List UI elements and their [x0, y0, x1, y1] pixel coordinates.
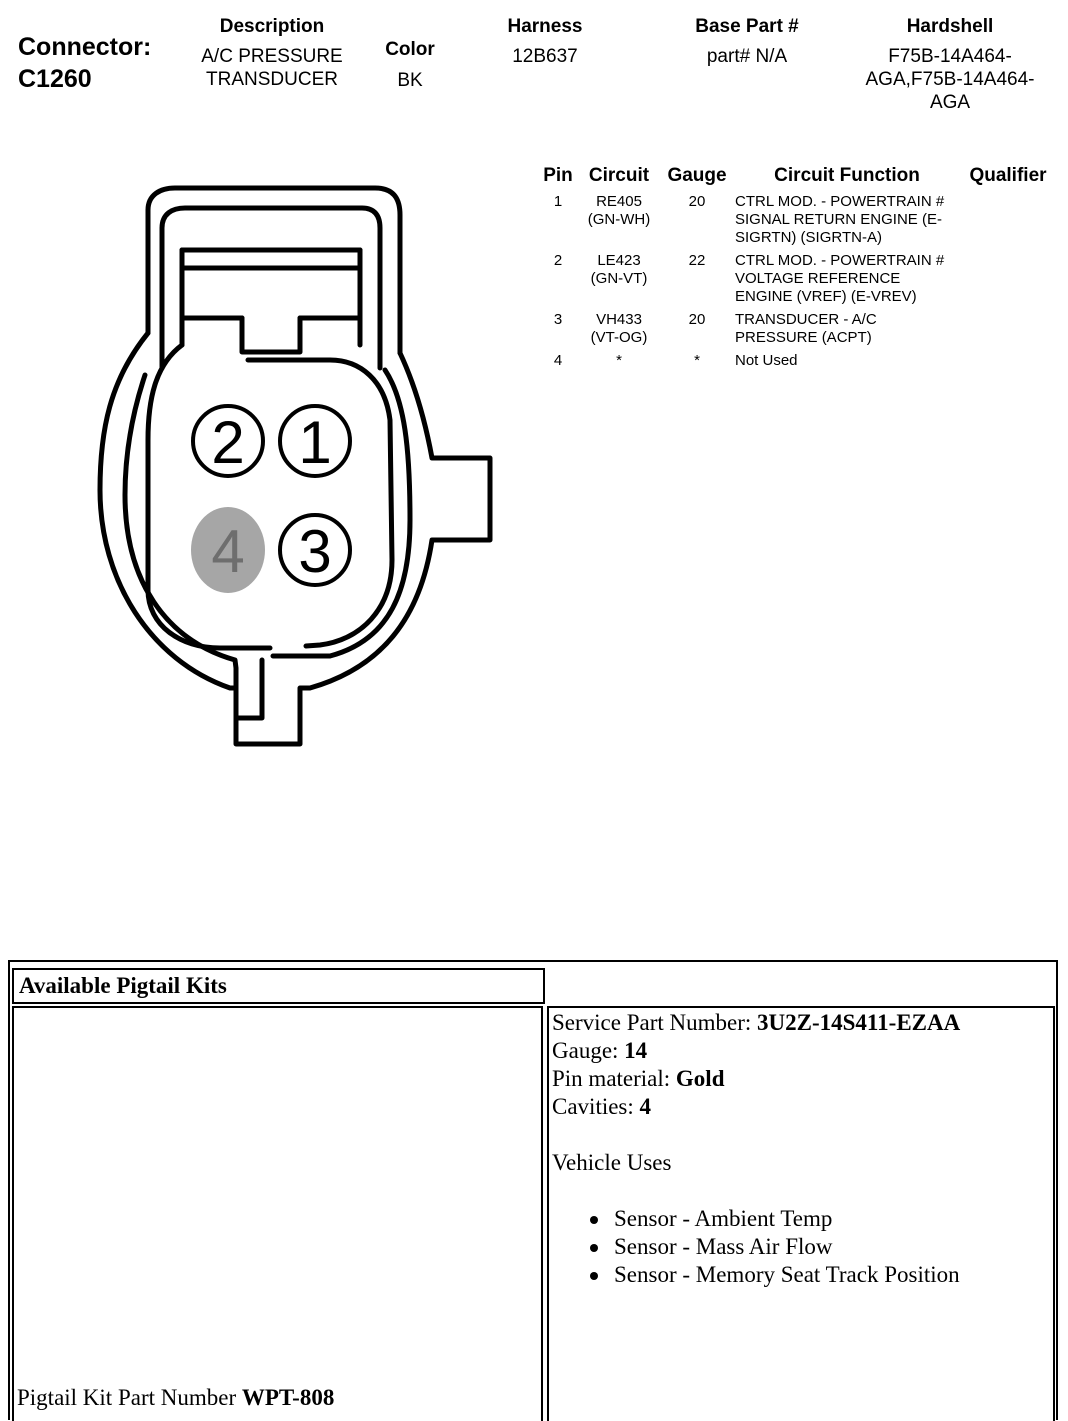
cavities: Cavities: 4: [552, 1094, 652, 1119]
pin-label-2: 2: [211, 409, 245, 476]
pin-row-2-circuit: LE423 (GN-VT): [590, 252, 648, 287]
pin-row-2-pin: 2: [553, 252, 563, 269]
circuit-header: Circuit: [588, 165, 650, 186]
pigtail-title: Available Pigtail Kits: [19, 973, 227, 998]
hardshell-label: Hardshell: [906, 16, 994, 37]
circuit-function-header: Circuit Function: [774, 165, 920, 186]
base-part-value: part# N/A: [706, 46, 788, 67]
vehicle-use-item: Sensor - Memory Seat Track Position: [552, 1261, 1052, 1289]
pin-label-4: 4: [211, 518, 245, 585]
vehicle-use-item: Sensor - Ambient Temp: [552, 1205, 1052, 1233]
pin-row-3-gauge: 20: [688, 311, 706, 328]
pin-header: Pin: [543, 165, 573, 186]
pin-row-1-gauge: 20: [688, 193, 706, 210]
qualifier-header: Qualifier: [969, 165, 1047, 186]
harness-value: 12B637: [512, 46, 578, 67]
pin-row-1-pin: 1: [553, 193, 563, 210]
pin-row-1-circuit: RE405 (GN-WH): [587, 193, 651, 228]
connector-inner-shell: [125, 370, 410, 718]
pigtail-kit-part-number: Pigtail Kit Part Number WPT-808: [17, 1385, 335, 1410]
base-part-label: Base Part #: [695, 16, 799, 37]
pigtail-title-cell: [12, 968, 545, 1004]
vehicle-uses-label: Vehicle Uses: [552, 1150, 672, 1175]
description-label: Description: [219, 16, 325, 37]
color-label: Color: [385, 39, 435, 60]
description-value: A/C PRESSURE TRANSDUCER: [201, 46, 343, 90]
color-value: BK: [397, 70, 423, 91]
pin-row-4-circuit: *: [616, 352, 622, 369]
connector-seal-outline: [148, 345, 270, 648]
pigtail-details: [552, 1009, 1052, 1289]
pin-row-2-gauge: 22: [688, 252, 706, 269]
pin-row-3-pin: 3: [553, 311, 563, 328]
pin-row-1-function: CTRL MOD. - POWERTRAIN # SIGNAL RETURN ENGINE (E- SIGRTN) (SIGRTN-A): [735, 193, 945, 246]
pin-label-1: 1: [298, 409, 332, 476]
hardshell-value: F75B-14A464- AGA,F75B-14A464- AGA: [865, 46, 1035, 113]
pigtail-image-cell: [12, 1006, 543, 1421]
pin-row-3-circuit: VH433 (VT-OG): [590, 311, 648, 346]
pin-row-2-function: CTRL MOD. - POWERTRAIN # VOLTAGE REFERENCE ENGINE (VREF) (E-VREV): [735, 252, 945, 305]
latch-inner: [162, 208, 380, 368]
vehicle-uses-list: [552, 1205, 1052, 1289]
pin-row-4-pin: 4: [553, 352, 563, 369]
gauge-header: Gauge: [667, 165, 727, 186]
service-part-number: Service Part Number: 3U2Z-14S411-EZAA: [552, 1010, 961, 1035]
pin-row-3-function: TRANSDUCER - A/C PRESSURE (ACPT): [735, 311, 877, 346]
pin-label-3: 3: [298, 518, 332, 585]
pin-cavities: [191, 406, 350, 593]
harness-label: Harness: [507, 16, 583, 37]
gauge: Gauge: 14: [552, 1038, 648, 1063]
vehicle-use-item: Sensor - Mass Air Flow: [552, 1233, 1052, 1261]
connector-id: C1260: [18, 65, 92, 93]
connector-label: Connector:: [18, 33, 152, 61]
pin-row-4-gauge: *: [694, 352, 700, 369]
connector-face-diagram: [0, 0, 540, 770]
pin-material: Pin material: Gold: [552, 1066, 725, 1091]
pin-row-4-function: Not Used: [735, 352, 798, 369]
